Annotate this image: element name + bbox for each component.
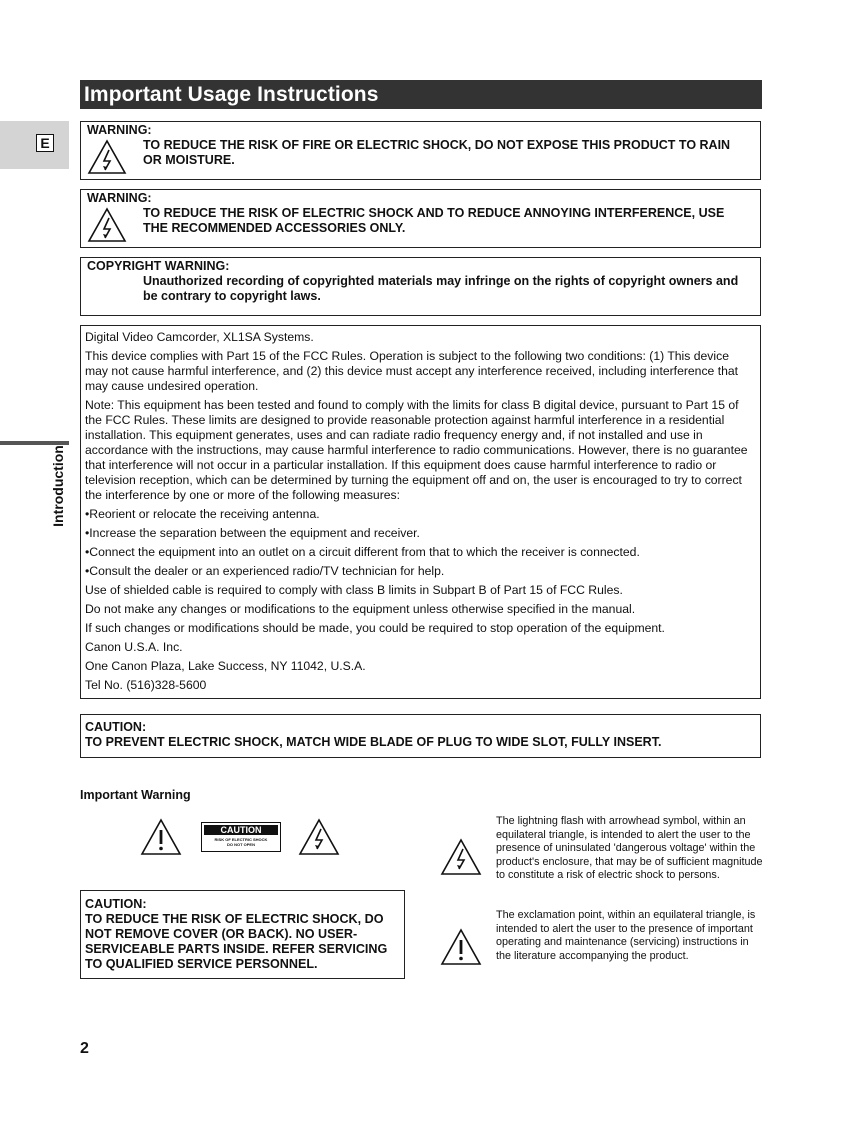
warning-text: TO REDUCE THE RISK OF FIRE OR ELECTRIC SHOCK, DO NOT EXPOSE THIS PRODUCT TO RAIN OR MOISTURE. xyxy=(143,138,731,167)
measure-item: • Consult the dealer or an experienced radio/TV technician for help. xyxy=(85,564,754,579)
warning-box-rain xyxy=(80,121,761,180)
lightning-explanation: The lightning flash with arrowhead symbol, within an equilateral triangle, is intended to alert the user to the presence of uninsulated 'dangerous voltage' within the product's enclosure, that may be of sufficient magnitude to constitute a risk of electric shock to persons. xyxy=(496,815,763,882)
model-line: Digital Video Camcorder, XL1SA Systems. xyxy=(85,330,314,344)
page-title: Important Usage Instructions xyxy=(80,80,762,109)
lightning-triangle-icon xyxy=(87,139,127,175)
language-letter: E xyxy=(36,134,54,152)
lightning-triangle-icon xyxy=(298,818,340,856)
important-warning-heading: Important Warning xyxy=(80,788,191,802)
company-phone: Tel No. (516)328-5600 xyxy=(85,678,207,692)
shielded-cable-line: Use of shielded cable is required to comply with class B limits in Subpart B of Part 15 of FCC Rules. xyxy=(85,583,623,597)
warning-text: TO REDUCE THE RISK OF ELECTRIC SHOCK AND TO REDUCE ANNOYING INTERFERENCE, USE THE RECOMMENDED ACCESSORIES ONLY. xyxy=(143,206,725,235)
company-name: Canon U.S.A. Inc. xyxy=(85,640,183,654)
exclamation-explanation: The exclamation point, within an equilateral triangle, is intended to alert the user to the presence of important operating and maintenance (servicing) instructions in the literature accompanying the product. xyxy=(496,909,756,962)
caution-label-line2: DO NOT OPEN xyxy=(226,842,255,847)
caution-cover-box xyxy=(80,890,405,979)
lightning-triangle-icon xyxy=(440,838,482,876)
measure-item: • Connect the equipment into an outlet on a circuit different from that to which the receiver is connected. xyxy=(85,545,754,560)
caution-label-graphic xyxy=(201,822,281,852)
caution-label-title: CAUTION xyxy=(204,825,278,835)
compliance-paragraph: This device complies with Part 15 of the FCC Rules. Operation is subject to the following two conditions: (1) This device may not cause harmful interference, and (2) this device must accept any interference received, including interference that may cause undesired operation. xyxy=(85,349,739,393)
fcc-statement-box xyxy=(80,325,761,699)
caution-plug-box xyxy=(80,714,761,758)
measure-item: • Increase the separation between the equipment and receiver. xyxy=(85,526,754,541)
language-tab xyxy=(0,121,69,169)
if-changes-line: If such changes or modifications should be made, you could be required to stop operation of the equipment. xyxy=(85,621,665,635)
copyright-heading: COPYRIGHT WARNING: xyxy=(87,259,230,273)
company-address: One Canon Plaza, Lake Success, NY 11042, U.S.A. xyxy=(85,659,366,673)
exclamation-triangle-icon xyxy=(140,818,182,856)
measure-item: • Reorient or relocate the receiving antenna. xyxy=(85,507,754,522)
copyright-warning-box xyxy=(80,257,761,316)
copyright-text: Unauthorized recording of copyrighted materials may infringe on the rights of copyright owners and be contrary to copyright laws. xyxy=(143,274,739,303)
caution-text: TO REDUCE THE RISK OF ELECTRIC SHOCK, DO NOT REMOVE COVER (OR BACK). NO USER-SERVICEABLE PARTS INSIDE. REFER SERVICING TO QUALIFIED SERVICE PERSONNEL. xyxy=(85,912,388,971)
warning-box-accessories xyxy=(80,189,761,248)
warning-heading: WARNING: xyxy=(87,191,152,205)
no-changes-line: Do not make any changes or modifications to the equipment unless otherwise specified in the manual. xyxy=(85,602,636,616)
fcc-note-paragraph: Note: This equipment has been tested and found to comply with the limits for class B digital device, pursuant to Part 15 of the FCC Rules. These limits are designed to provide reasonable protection against harmful interference in a residential installation. This equipment generates, uses and can radiate radio frequency energy and, if not installed and use in accordance with the instructions, may cause harmful interference to radio communications. However, there is no guarantee that interference will not occur in a particular installation. If this equipment does cause harmful interference to radio or television reception, which can be determined by turning the equipment off and on, the user is encouraged to try to correct the interference by one or more of the following measures: xyxy=(85,398,748,502)
caution-label-line1: RISK OF ELECTRIC SHOCK xyxy=(214,837,268,842)
page-number: 2 xyxy=(80,1040,89,1057)
lightning-triangle-icon xyxy=(87,207,127,243)
caution-heading: CAUTION: xyxy=(85,720,147,734)
warning-heading: WARNING: xyxy=(87,123,152,137)
exclamation-triangle-icon xyxy=(440,928,482,966)
caution-text: TO PREVENT ELECTRIC SHOCK, MATCH WIDE BLADE OF PLUG TO WIDE SLOT, FULLY INSERT. xyxy=(85,735,662,749)
caution-heading: CAUTION: xyxy=(85,897,147,911)
section-label: Introduction xyxy=(50,445,66,527)
